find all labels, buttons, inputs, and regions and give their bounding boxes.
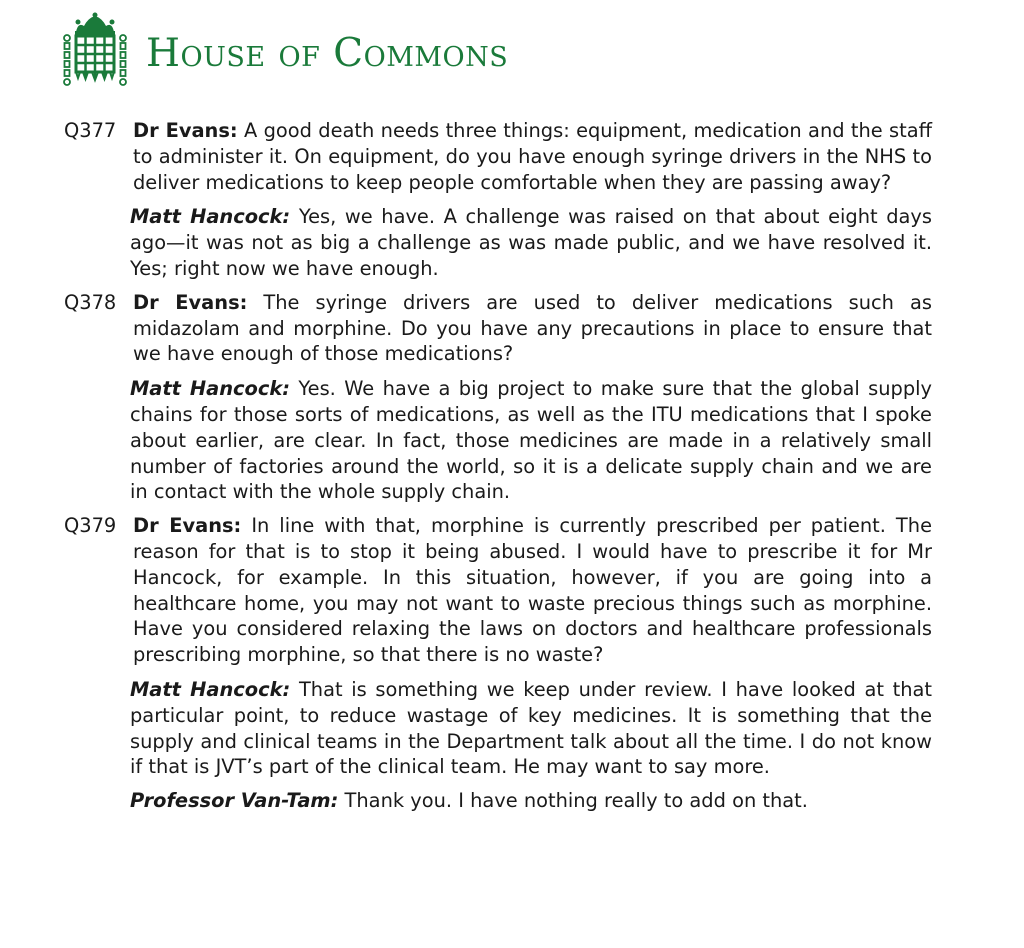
question-number: Q378 [64,290,117,314]
answer-speaker: Professor Van-Tam: [130,789,339,813]
header [62,10,508,90]
question-number: Q377 [64,119,117,142]
portcullis-crown-icon [62,12,128,88]
answer-speaker: Matt Hancock: [130,377,290,401]
question-text: In line with that, morphine is currently prescribed per patient. The reason for that is to stop it being abused. I would have to prescribe it for Mr Hancock, for example. In this situation, however, if you are going into a healthcare home, you may not want to waste precious things such as morphine. Have you considered relaxing the laws on doctors and healthcare professionals prescribing morphine, so that there is no waste? [133,514,933,667]
question-q378 [64,290,932,367]
answer-text: That is something we keep under review. I have looked at that particular point, to reduce wastage of key medicines. It is something that the supply and clinical teams in the Department talk about all the time. I do not know if that is JVT’s part of the clinical team. He may want to say more. [130,677,933,779]
answer-text: Yes, we have. A challenge was raised on that about eight days ago—it was not as big a challenge as was made public, and we have resolved it. Yes; right now we have enough. [130,205,932,280]
answer-q378-hancock [64,376,932,505]
answer-speaker: Matt Hancock: [130,677,291,701]
answer-q379-van-tam [64,788,932,814]
answer-speaker: Matt Hancock: [130,205,291,229]
questioner-name: Dr Evans: [133,119,238,142]
question-text: The syringe drivers are used to deliver medications such as midazolam and morphine. Do you have any precautions in place to ensure that we have enough of those medications? [133,290,932,366]
question-q379 [64,513,932,668]
transcript [64,118,932,822]
question-q377 [64,118,932,195]
answer-q377-hancock [64,204,932,281]
question-number: Q379 [64,514,117,538]
brand-title: House of Commons [146,30,509,76]
answer-q379-hancock [64,677,932,780]
questioner-name: Dr Evans: [133,514,242,538]
answer-text: Yes. We have a big project to make sure that the global supply chains for those sorts of medications, as well as the ITU medications that I spoke about earlier, are clear. In fact, those medicines are made in a relatively small number of factories around the world, so it is a delicate supply chain and we are in contact with the whole supply chain. [130,377,932,504]
questioner-name: Dr Evans: [133,290,248,314]
answer-text: Thank you. I have nothing really to add on that. [344,789,808,813]
question-text: A good death needs three things: equipment, medication and the staff to administer it. On equipment, do you have enough syringe drivers in the NHS to deliver medications to keep people comfortable when they are passing away? [133,119,932,194]
